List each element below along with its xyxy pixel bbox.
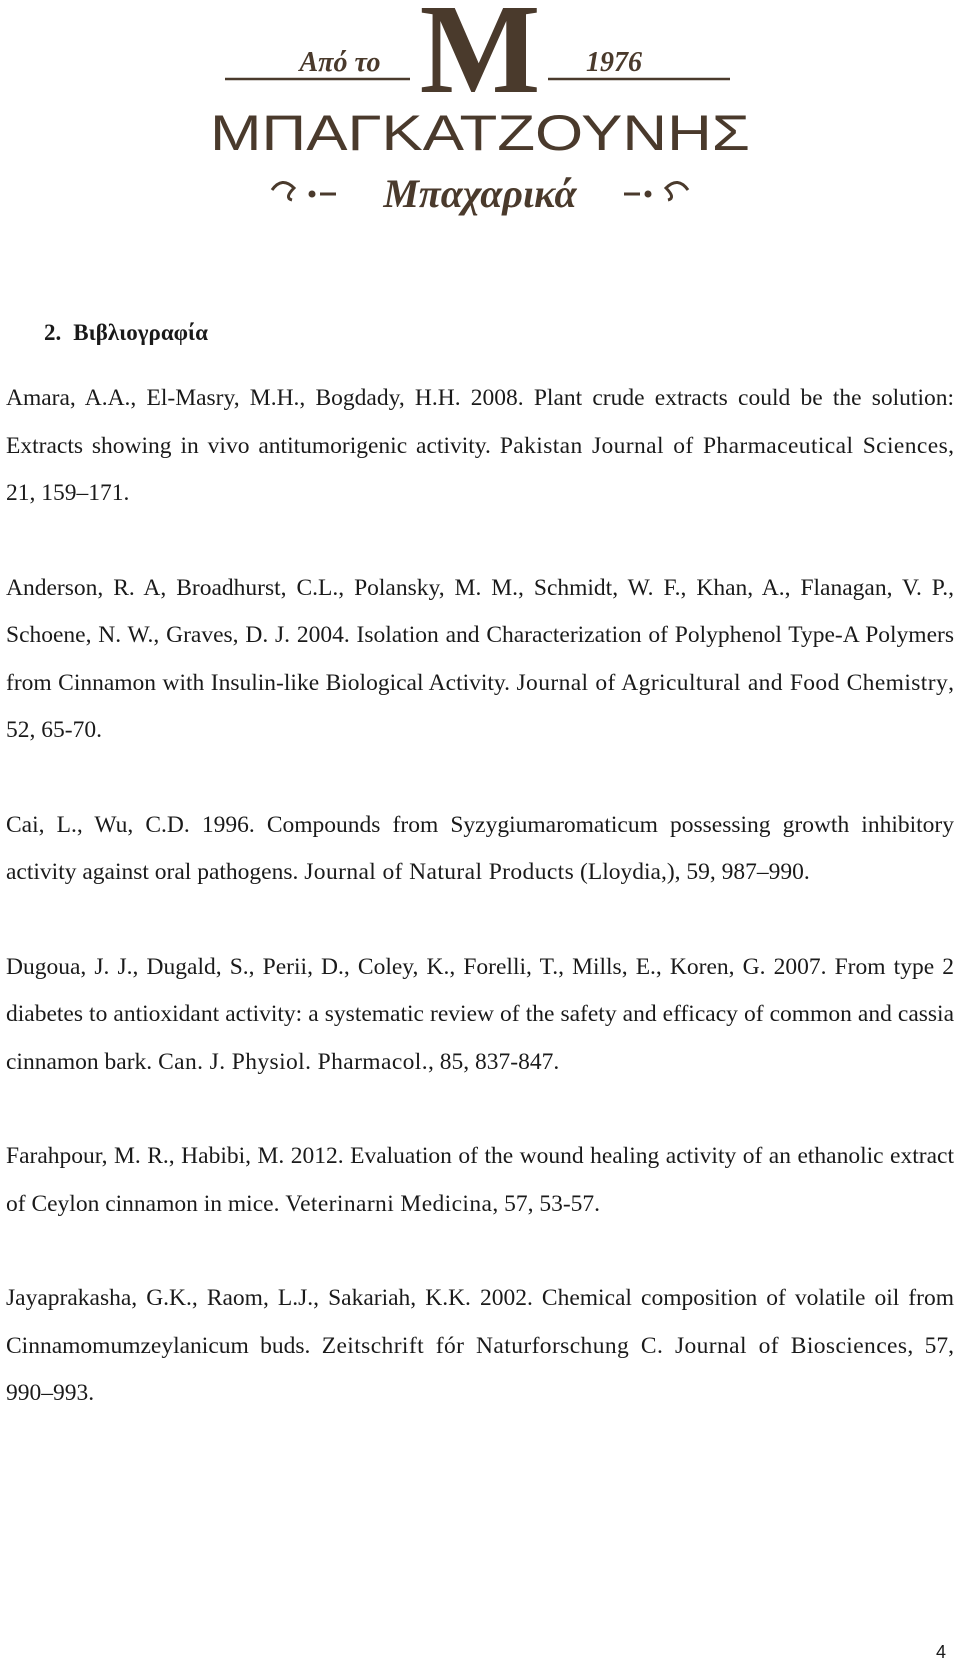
reference-journal: Can. J. Physiol. Pharmacol. bbox=[158, 1048, 429, 1075]
reference-item bbox=[6, 802, 954, 897]
brand-logo bbox=[0, 0, 960, 250]
reference-tail: , 57, 53-57. bbox=[492, 1190, 601, 1217]
logo-letter: M bbox=[419, 0, 541, 120]
section-number: 2. bbox=[44, 320, 62, 345]
reference-item bbox=[6, 565, 954, 755]
reference-tail: , 85, 837-847. bbox=[428, 1048, 560, 1075]
logo-year: 1976 bbox=[586, 47, 642, 78]
reference-text: Cai, L., Wu, C.D. 1996. Compounds from Syzygiumaromaticum possessing growth inhibitory activity against oral pathogens. bbox=[6, 811, 954, 885]
reference-item bbox=[6, 1275, 954, 1418]
logo-graphic bbox=[0, 0, 960, 250]
reference-text: Amara, A.A., El-Masry, M.H., Bogdady, H.H. 2008. Plant crude extracts could be the solution: Extracts showing in vivo antitumorigenic activity. bbox=[6, 385, 954, 459]
reference-item bbox=[6, 1133, 954, 1228]
reference-text: Anderson, R. A, Broadhurst, C.L., Polansky, M. M., Schmidt, W. F., Khan, A., Flanagan, V. P., Schoene, N. W., Graves, D. J. 2004. Isolation and Characterization of Polyphenol Type-A Polymers from Cinnamon with Insulin-like Biological Activity. bbox=[6, 574, 954, 696]
reference-journal: Pakistan Journal of Pharmaceutical Sciences bbox=[499, 432, 949, 459]
logo-brand-name: ΜΠΑΓΚΑΤΖΟΥΝΗΣ bbox=[210, 105, 750, 161]
reference-item bbox=[6, 944, 954, 1087]
reference-tail: , 21, 159–171. bbox=[6, 432, 954, 506]
reference-journal: Journal of Agricultural and Food Chemistry bbox=[516, 669, 949, 696]
reference-item bbox=[6, 375, 954, 518]
section-title: Βιβλιογραφία bbox=[73, 320, 208, 345]
reference-journal: Zeitschrift fór Naturforschung C. Journal of Biosciences bbox=[321, 1332, 908, 1359]
reference-tail: , 57, 990–993. bbox=[6, 1332, 955, 1406]
reference-journal: Journal of Natural Products bbox=[304, 859, 575, 885]
reference-tail: , 52, 65-70. bbox=[6, 669, 954, 743]
section-heading bbox=[44, 320, 208, 346]
logo-ornament-right bbox=[624, 182, 688, 200]
reference-journal: Veterinarni Medicina bbox=[285, 1190, 493, 1217]
page-number: 4 bbox=[935, 1642, 946, 1662]
reference-text: Farahpour, M. R., Habibi, M. 2012. Evaluation of the wound healing activity of an ethanolic extract of Ceylon cinnamon in mice. bbox=[6, 1143, 954, 1217]
logo-tagline: Μπαχαρικά bbox=[383, 171, 577, 216]
reference-text: Jayaprakasha, G.K., Raom, L.J., Sakariah, K.K. 2002. Chemical composition of volatile oil from Cinnamomumzeylanicum buds. bbox=[6, 1285, 954, 1359]
logo-ornament-left bbox=[272, 182, 336, 200]
logo-since-label: Από το bbox=[299, 47, 381, 78]
reference-tail: (Lloydia,), 59, 987–990. bbox=[574, 859, 810, 885]
reference-list bbox=[6, 375, 954, 1465]
reference-text: Dugoua, J. J., Dugald, S., Perii, D., Coley, K., Forelli, T., Mills, E., Koren, G. 2007. From type 2 diabetes to antioxidant activity: a systematic review of the safety and efficacy of common and cassia cinnamon bark. bbox=[6, 953, 954, 1075]
